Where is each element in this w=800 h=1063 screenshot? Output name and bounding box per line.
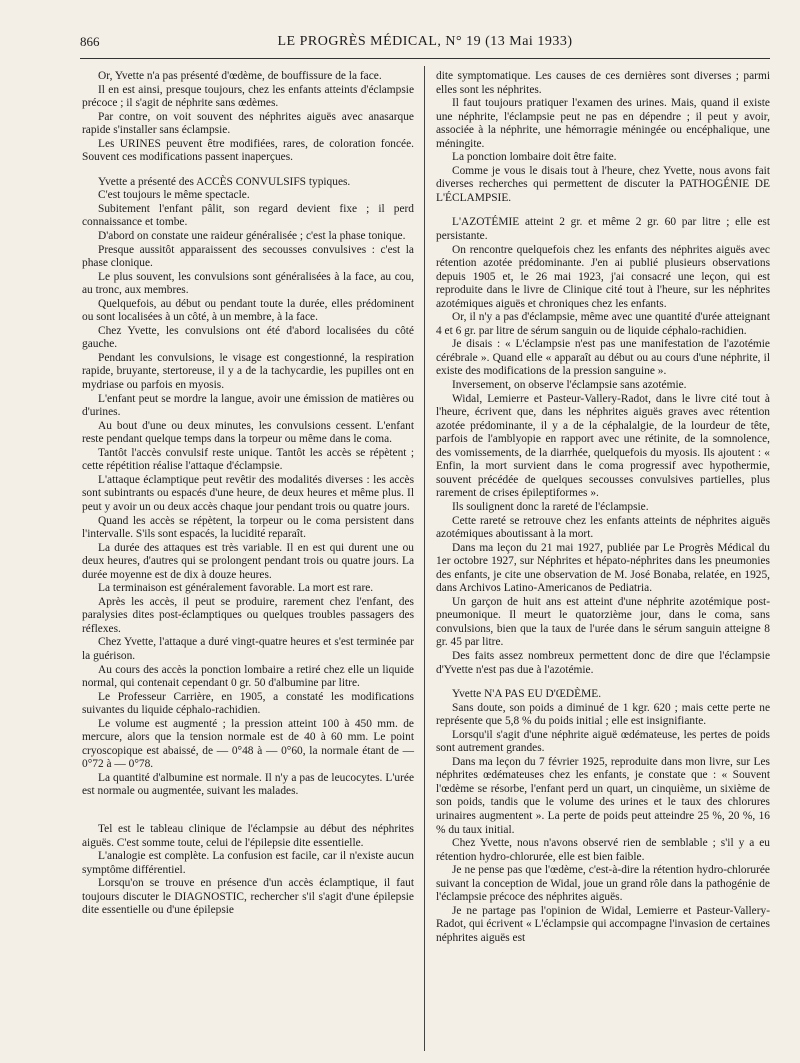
paragraph: Tantôt l'accès convulsif reste unique. Tantôt les accès se répètent ; cette répétition réalise l'attaque d'éclampsie.: [82, 446, 414, 473]
paragraph: Lorsqu'il s'agit d'une néphrite aiguë œdémateuse, les pertes de poids sont autrement grandes.: [436, 728, 770, 755]
page-number: 866: [80, 34, 100, 49]
paragraph: Les URINES peuvent être modifiées, rares, de coloration foncée. Souvent ces modifications passent inaperçues.: [82, 137, 414, 164]
section-lead: L'AZOTÉMIE atteint 2 gr. et même 2 gr. 60 par litre ; elle est persistante.: [436, 216, 770, 243]
paragraph: Il faut toujours pratiquer l'examen des urines. Mais, quand il existe une néphrite, l'éclampsie peut ne pas en dépendre ; il peut y avoir, associée à la néphrite, une hémorragie méningée ou encéphalique, une méningite.: [436, 97, 770, 150]
paragraph: L'enfant peut se mordre la langue, avoir une émission de matières ou d'urines.: [82, 392, 414, 419]
paragraph: Presque aussitôt apparaissent des secousses convulsives : c'est la phase clonique.: [82, 243, 414, 270]
column-divider: [424, 66, 425, 1051]
paragraph: Il en est ainsi, presque toujours, chez les enfants atteints d'éclampsie précoce ; il s'agit de néphrite sans œdèmes.: [82, 83, 414, 110]
section-lead: Yvette N'A PAS EU D'ŒDÈME.: [452, 688, 602, 701]
paragraph: Dans ma leçon du 7 février 1925, reproduite dans mon livre, sur Les néphrites œdémateuses chez les enfants, je constate que : « Souvent l'œdème se résorbe, l'enfant perd un quart, un cinquième, un sixième de son poids, tandis que le volume des urines et le taux des chlorures urinaires augmentent ». La perte de poids peut atteindre 25 %, 20 %, 16 % du taux initial.: [436, 755, 770, 836]
paragraph: Dans ma leçon du 21 mai 1927, publiée par Le Progrès Médical du 1er octobre 1927, sur Néphrites et hépato-néphrites dans les pneumonies des enfants, je cite une observation de M. José Bonaba, relatée, en 1925, dans Archivos Latino-Americanos de Pediatria.: [436, 541, 770, 595]
paragraph: Le plus souvent, les convulsions sont généralisées à la face, au cou, au tronc, aux membres.: [82, 270, 414, 297]
paragraph: Comme je vous le disais tout à l'heure, chez Yvette, nous avons fait diverses recherches qui permettent de discuter la PATHOGÉNIE DE L'ÉCLAMPSIE.: [436, 164, 770, 204]
page-header: [80, 34, 770, 56]
paragraph: Pendant les convulsions, le visage est congestionné, la respiration rapide, bruyante, stertoreuse, il y a de la tachycardie, les pupilles ont en mydriase ou parfois en myosis.: [82, 351, 414, 392]
paragraph: Chez Yvette, nous n'avons observé rien de semblable ; s'il y a eu rétention hydro-chlorurée, elle est bien faible.: [436, 837, 770, 863]
paragraph: Après les accès, il peut se produire, rarement chez l'enfant, des paralysies dites post-éclamptiques ou quelques troubles passagers des réflexes.: [82, 595, 414, 635]
paragraph: Tel est le tableau clinique de l'éclampsie au début des néphrites aiguës. C'est somme toute, celui de l'épilepsie dite essentielle.: [82, 822, 414, 849]
paragraph: Un garçon de huit ans est atteint d'une néphrite azotémique post-pneumonique. Il meurt le quatorzième jour, dans le coma, sans convulsions, bien que la taux de l'urée dans le sérum sanguin atteigne 8 gr. 45 par litre.: [436, 595, 770, 649]
left-column: [82, 70, 414, 918]
paragraph: Des faits assez nombreux permettent donc de dire que l'éclampsie d'Yvette n'est pas due à l'azotémie.: [436, 649, 770, 676]
paragraph: L'analogie est complète. La confusion est facile, car il n'existe aucun symptôme différentiel.: [82, 850, 414, 876]
paragraph: Widal, Lemierre et Pasteur-Vallery-Radot, dans le livre cité tout à l'heure, écrivent que, dans les néphrites aiguës graves avec rétention azotée prédominante, il y a de la céphalalgie, de la lourdeur de tête, parfois de l'amblyopie en rapport avec une rétinite, de la somnolence, des vomissements, de la diarrhée, quelquefois du myosis. Ils ajoutent : « Enfin, la mort survient dans le coma progressif avec hypothermie, souvent précédée de quelques secousses convulsives partielles, plus rarement de crises épileptiformes ».: [436, 392, 770, 500]
header-rule: [80, 58, 770, 59]
right-column: [436, 70, 770, 945]
paragraph: C'est toujours le même spectacle.: [98, 189, 250, 202]
paragraph: Le Professeur Carrière, en 1905, a constaté les modifications suivantes du liquide céphalo-rachidien.: [82, 690, 414, 717]
paragraph: Quelquefois, au début ou pendant toute la durée, elles prédominent ou sont localisées à un côté, à un membre, à la face.: [82, 297, 414, 324]
paragraph: Au cours des accès la ponction lombaire a retiré chez elle un liquide normal, qui contenait cependant 0 gr. 50 d'albumine par litre.: [82, 663, 414, 690]
paragraph: Au bout d'une ou deux minutes, les convulsions cessent. L'enfant reste pendant quelque temps dans la torpeur ou même dans le coma.: [82, 419, 414, 446]
paragraph: Je ne pense pas que l'œdème, c'est-à-dire la rétention hydro-chlorurée suivant la conception de Widal, joue un grand rôle dans la pathogénie de l'éclampsie précoce des néphrites aiguës.: [436, 864, 770, 904]
paragraph: Sans doute, son poids a diminué de 1 kgr. 620 ; mais cette perte ne représente que 5,8 % du poids initial ; elle est insignifiante.: [436, 701, 770, 728]
paragraph: Quand les accès se répètent, la torpeur ou le coma persistent dans l'intervalle. S'ils sont espacés, la lucidité reparaît.: [82, 514, 414, 541]
paragraph: Subitement l'enfant pâlit, son regard devient fixe ; il perd connaissance et tombe.: [82, 202, 414, 229]
paragraph: On rencontre quelquefois chez les enfants des néphrites aiguës avec rétention azotée prédominante. J'en ai publié plusieurs observations depuis 1905 et, le 26 mai 1923, j'ai consacré une leçon, qui est reproduite dans le livre de Clinique cité tout à l'heure, sur les néphrites azotémiques aiguës et chroniques chez les enfants.: [436, 243, 770, 310]
paragraph: Je ne partage pas l'opinion de Widal, Lemierre et Pasteur-Vallery-Radot, qui écrivent « L'éclampsie qui accompagne l'invasion de certaines néphrites aiguës est: [436, 904, 770, 944]
paragraph: Le volume est augmenté ; la pression atteint 100 à 450 mm. de mercure, alors que la tension normale est de 40 à 60 mm. Le point cryoscopique est abaissé, de — 0°48 à — 0°60, la normale étant de — 0°72 à — 0°78.: [82, 717, 414, 771]
paragraph: Or, Yvette n'a pas présenté d'œdème, de bouffissure de la face.: [98, 70, 382, 82]
paragraph: La durée des attaques est très variable. Il en est qui durent une ou deux heures, d'autres qui se prolongent pendant trois ou quatre jours. La durée moyenne est de dix à douze heures.: [82, 541, 414, 581]
paragraph: L'attaque éclamptique peut revêtir des modalités diverses : les accès sont subintrants ou espacés d'une heure, de deux heures et même plus. Il peut y avoir un ou deux accès chaque jour pendant trois ou quatre jours.: [82, 473, 414, 513]
paragraph: Or, il n'y a pas d'éclampsie, même avec une quantité d'urée atteignant 4 et 6 gr. par litre de sérum sanguin ou de liquide céphalo-rachidien.: [436, 311, 770, 337]
running-title: LE PROGRÈS MÉDICAL, N° 19 (13 Mai 1933): [277, 34, 573, 49]
paragraph: dite symptomatique. Les causes de ces dernières sont diverses ; parmi elles sont les néphrites.: [436, 70, 770, 96]
paragraph: Ils soulignent donc la rareté de l'éclampsie.: [452, 500, 649, 513]
paragraph: La terminaison est généralement favorable. La mort est rare.: [98, 582, 374, 595]
paragraph: Je disais : « L'éclampsie n'est pas une manifestation de l'azotémie cérébrale ». Quand elle « apparaît au début ou au cours d'une néphrite, il existe des modifications de la pression sanguine ».: [436, 338, 770, 378]
paragraph: La quantité d'albumine est normale. Il n'y a pas de leucocytes. L'urée est normale ou augmentée, suivant les malades.: [82, 771, 414, 798]
paragraph: Chez Yvette, les convulsions ont été d'abord localisées du côté gauche.: [82, 324, 414, 351]
paragraph: D'abord on constate une raideur généralisée ; c'est la phase tonique.: [98, 230, 406, 243]
paragraph: Lorsqu'on se trouve en présence d'un accès éclamptique, il faut toujours discuter le DIAGNOSTIC, rechercher s'il s'agit d'une épilepsie dite essentielle ou d'une épilepsie: [82, 877, 414, 917]
section-lead: Yvette a présenté des ACCÈS CONVULSIFS typiques.: [98, 175, 351, 188]
paragraph: Par contre, on voit souvent des néphrites aiguës avec anasarque rapide s'installer sans éclampsie.: [82, 110, 414, 137]
paragraph: La ponction lombaire doit être faite.: [452, 151, 617, 164]
paragraph: Chez Yvette, l'attaque a duré vingt-quatre heures et s'est terminée par la guérison.: [82, 636, 414, 662]
paragraph: Cette rareté se retrouve chez les enfants atteints de néphrites aiguës azotémiques aboutissant à la mort.: [436, 514, 770, 541]
paragraph: Inversement, on observe l'éclampsie sans azotémie.: [452, 379, 687, 392]
